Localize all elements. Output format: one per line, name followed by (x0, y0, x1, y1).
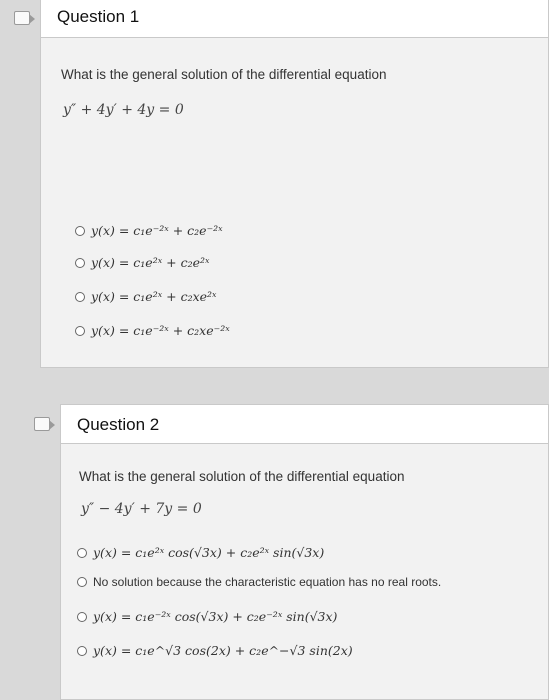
question-2-prompt: What is the general solution of the differential equation (79, 469, 405, 484)
question-1-title: Question 1 (57, 7, 140, 26)
radio-button[interactable] (77, 646, 87, 656)
radio-button[interactable] (75, 292, 85, 302)
radio-button[interactable] (77, 577, 87, 587)
question-2-card (60, 404, 549, 700)
question-1-option-b[interactable] (75, 255, 209, 270)
question-2-option-d[interactable] (77, 643, 353, 658)
question-2-option-b[interactable] (77, 575, 441, 589)
radio-button[interactable] (77, 548, 87, 558)
option-label: y(x) = c₁e^√3 cos(2x) + c₂e^−√3 sin(2x) (93, 643, 353, 658)
radio-button[interactable] (75, 226, 85, 236)
radio-button[interactable] (75, 326, 85, 336)
radio-button[interactable] (77, 612, 87, 622)
option-label: y(x) = c₁e²ˣ cos(√3x) + c₂e²ˣ sin(√3x) (93, 545, 325, 560)
question-1-option-c[interactable] (75, 289, 216, 304)
radio-button[interactable] (75, 258, 85, 268)
question-2-option-a[interactable] (77, 545, 324, 560)
option-label: y(x) = c₁e²ˣ + c₂e²ˣ (91, 255, 210, 270)
question-2-equation: y″ − 4y′ + 7y = 0 (81, 501, 202, 517)
flag-question-icon[interactable] (14, 11, 30, 25)
question-2-header (61, 405, 548, 444)
question-1-prompt: What is the general solution of the differential equation (61, 67, 387, 82)
option-label: y(x) = c₁e⁻²ˣ + c₂e⁻²ˣ (91, 223, 223, 238)
question-1-option-d[interactable] (75, 323, 230, 338)
question-1-header (41, 0, 548, 38)
question-1-option-a[interactable] (75, 223, 223, 238)
question-2-option-c[interactable] (77, 609, 337, 624)
question-1-equation: y″ + 4y′ + 4y = 0 (63, 102, 184, 118)
option-label: y(x) = c₁e²ˣ + c₂xe²ˣ (91, 289, 217, 304)
option-label: y(x) = c₁e⁻²ˣ + c₂xe⁻²ˣ (91, 323, 230, 338)
question-1-card (40, 0, 549, 368)
option-label: y(x) = c₁e⁻²ˣ cos(√3x) + c₂e⁻²ˣ sin(√3x) (93, 609, 338, 624)
question-2-title: Question 2 (77, 415, 160, 434)
flag-question-icon[interactable] (34, 417, 50, 431)
option-label: No solution because the characteristic equation has no real roots. (93, 575, 442, 589)
